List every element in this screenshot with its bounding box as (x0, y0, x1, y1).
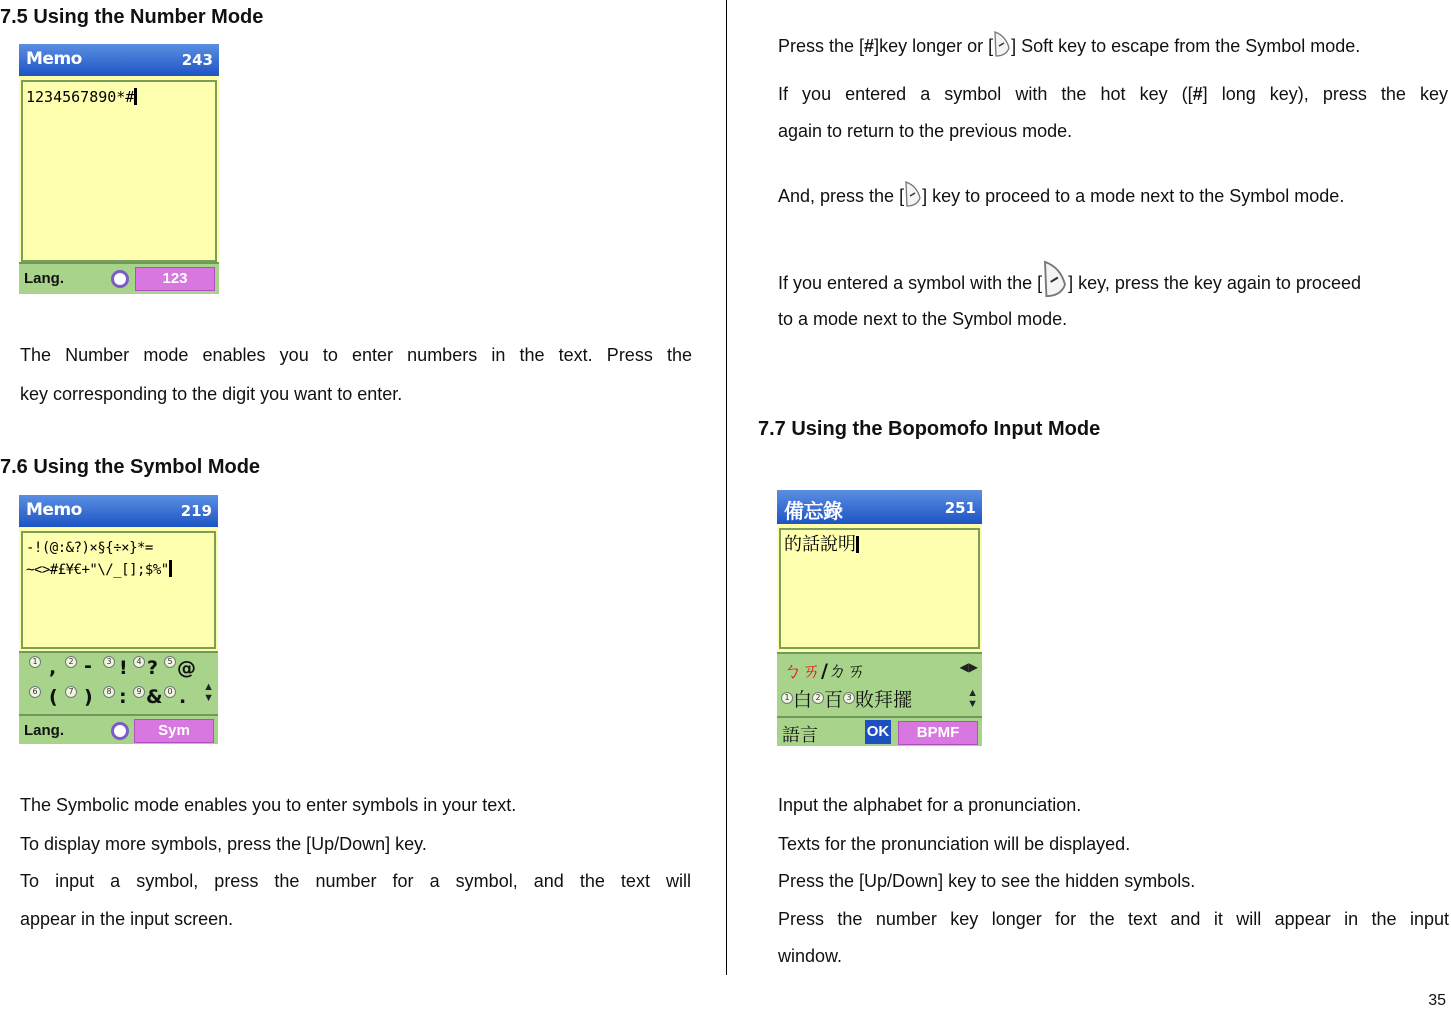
escape-instruction (778, 28, 1360, 65)
char-counter: 243 (181, 51, 213, 69)
key-number: 2 (812, 692, 824, 704)
text-fragment: ] key, press the key again to proceed (1068, 273, 1361, 293)
key-number: 5 (164, 656, 176, 668)
memo-text-area (779, 528, 980, 649)
number-mode-desc-line2: key corresponding to the digit you want to enter. (20, 384, 403, 404)
page-number: 35 (1428, 992, 1446, 1009)
soft-key-bar (777, 716, 982, 746)
section-heading-7-6: 7.6 Using the Symbol Mode (0, 456, 261, 478)
text-fragment: ] key to proceed to a mode next to the Symbol mode. (922, 186, 1345, 206)
bopomofo-mode-screenshot (777, 490, 982, 746)
soft-key-icon (1042, 259, 1068, 299)
soft-key-bar (19, 714, 218, 744)
hash-key-label: # (1192, 84, 1203, 104)
text-fragment: ] long key), press the key (1202, 84, 1449, 104)
pronunciation-row (783, 656, 866, 683)
screen-title: 備忘錄 (784, 499, 843, 523)
screen-title-bar (777, 490, 982, 524)
screen-title: Memo (26, 49, 82, 69)
symbol-key[interactable]: : (119, 686, 127, 708)
candidate-row (781, 685, 912, 712)
section-heading-7-7: 7.7 Using the Bopomofo Input Mode (758, 418, 1101, 440)
key-number: 9 (133, 686, 145, 698)
text-fragment: If you entered a symbol with the hot key ([ (778, 84, 1193, 104)
bopomofo-desc-4a: Press the number key longer for the text and it will appear in the input (778, 909, 1449, 929)
memo-text: 的話說明 (784, 534, 856, 555)
lang-softkey: Lang. (24, 270, 64, 287)
up-down-arrows-icon: ▲ ▼ (967, 687, 978, 710)
key-number: 2 (65, 656, 77, 668)
key-number: 8 (103, 686, 115, 698)
pronunciation-separator: / (821, 660, 828, 682)
candidate-char[interactable]: 白 (793, 689, 813, 711)
symbol-key-instruction-line2: to a mode next to the Symbol mode. (778, 309, 1068, 329)
key-number: 3 (843, 692, 855, 704)
lang-softkey: Lang. (24, 722, 64, 739)
symbol-key[interactable]: . (179, 686, 187, 708)
memo-text-line1: -!(@:&?)×§{÷×}*= (26, 540, 153, 556)
bopomofo-desc-3: Press the [Up/Down] key to see the hidden symbols. (778, 871, 1196, 891)
bopomofo-desc-2: Texts for the pronunciation will be displayed. (778, 834, 1131, 854)
symbol-mode-desc-3a: To input a symbol, press the number for a symbol, and the text will (20, 871, 691, 891)
column-divider (726, 0, 727, 975)
text-fragment: ] Soft key to escape from the Symbol mode. (1011, 36, 1361, 56)
key-number: 3 (103, 656, 115, 668)
lang-softkey: 語言 (782, 725, 818, 746)
char-counter: 219 (180, 502, 212, 520)
candidate-char[interactable]: 擺 (893, 689, 913, 711)
number-mode-desc-line1: The Number mode enables you to enter numbers in the text. Press the (20, 345, 692, 365)
text-cursor (169, 560, 172, 577)
text-fragment: If you entered a symbol with the [ (778, 273, 1043, 293)
memo-text: 1234567890*# (26, 88, 135, 106)
soft-key-icon (904, 180, 922, 208)
memo-text-area (21, 531, 216, 649)
key-number: 0 (164, 686, 176, 698)
number-mode-screenshot (19, 44, 219, 294)
candidate-char[interactable]: 敗 (855, 689, 875, 711)
soft-key-bar (19, 262, 219, 294)
ok-softkey: OK (865, 720, 891, 744)
candidate-char[interactable]: 拜 (874, 689, 894, 711)
symbol-keypad (19, 651, 218, 715)
char-counter: 251 (944, 499, 976, 517)
symbol-mode-desc-3b: appear in the input screen. (20, 909, 234, 929)
candidate-char[interactable]: 百 (824, 689, 844, 711)
input-mode-indicator: 123 (135, 267, 215, 291)
bopomofo-candidate-panel (777, 652, 982, 716)
proceed-instruction (778, 178, 1344, 215)
input-mode-indicator: BPMF (898, 721, 978, 745)
symbol-key[interactable]: ( (49, 686, 58, 708)
hot-key-instruction-line2: again to return to the previous mode. (778, 121, 1073, 141)
key-number: 1 (781, 692, 793, 704)
symbol-key-instruction-line1 (778, 259, 1361, 302)
key-number: 7 (65, 686, 77, 698)
symbol-key[interactable]: & (146, 686, 163, 708)
text-cursor (134, 88, 137, 105)
up-down-arrows-icon: ▲ ▼ (203, 681, 214, 704)
symbol-key[interactable]: ! (119, 657, 128, 679)
input-mode-indicator: Sym (134, 719, 214, 743)
section-heading-7-5: 7.5 Using the Number Mode (0, 6, 264, 28)
pronunciation-option[interactable]: ㄉㄞ (827, 660, 866, 682)
screen-title: Memo (26, 500, 82, 520)
symbol-key[interactable]: ) (84, 686, 93, 708)
soft-key-icon (993, 30, 1011, 58)
symbol-mode-desc-2: To display more symbols, press the [Up/Down] key. (20, 834, 427, 854)
symbol-mode-desc-1: The Symbolic mode enables you to enter symbols in your text. (20, 795, 517, 815)
symbol-key[interactable]: - (84, 655, 92, 677)
screen-title-bar (19, 44, 219, 76)
key-number: 4 (133, 656, 145, 668)
left-right-arrows-icon: ◀▶ (959, 660, 978, 674)
bopomofo-desc-4b: window. (778, 946, 843, 966)
hash-key-label: # (864, 36, 875, 56)
memo-text-area (21, 80, 217, 262)
text-fragment: And, press the [ (778, 186, 905, 206)
pronunciation-selected[interactable]: ㄅㄞ (783, 660, 822, 682)
screen-title-bar (19, 495, 218, 527)
bopomofo-desc-1: Input the alphabet for a pronunciation. (778, 795, 1082, 815)
key-number: 6 (29, 686, 41, 698)
text-fragment: Press the [ (778, 36, 865, 56)
symbol-key[interactable]: , (49, 657, 57, 679)
ok-circle-icon (111, 270, 129, 288)
text-cursor (856, 536, 859, 553)
hot-key-instruction-line1 (778, 76, 1448, 113)
symbol-mode-screenshot (19, 495, 218, 744)
symbol-key[interactable]: @ (177, 657, 196, 679)
ok-circle-icon (111, 722, 129, 740)
key-number: 1 (29, 656, 41, 668)
text-fragment: ]key longer or [ (874, 36, 994, 56)
memo-text-line2: ~<>#£¥€+"\/_[];$%" (26, 562, 169, 578)
symbol-key[interactable]: ? (147, 657, 159, 679)
